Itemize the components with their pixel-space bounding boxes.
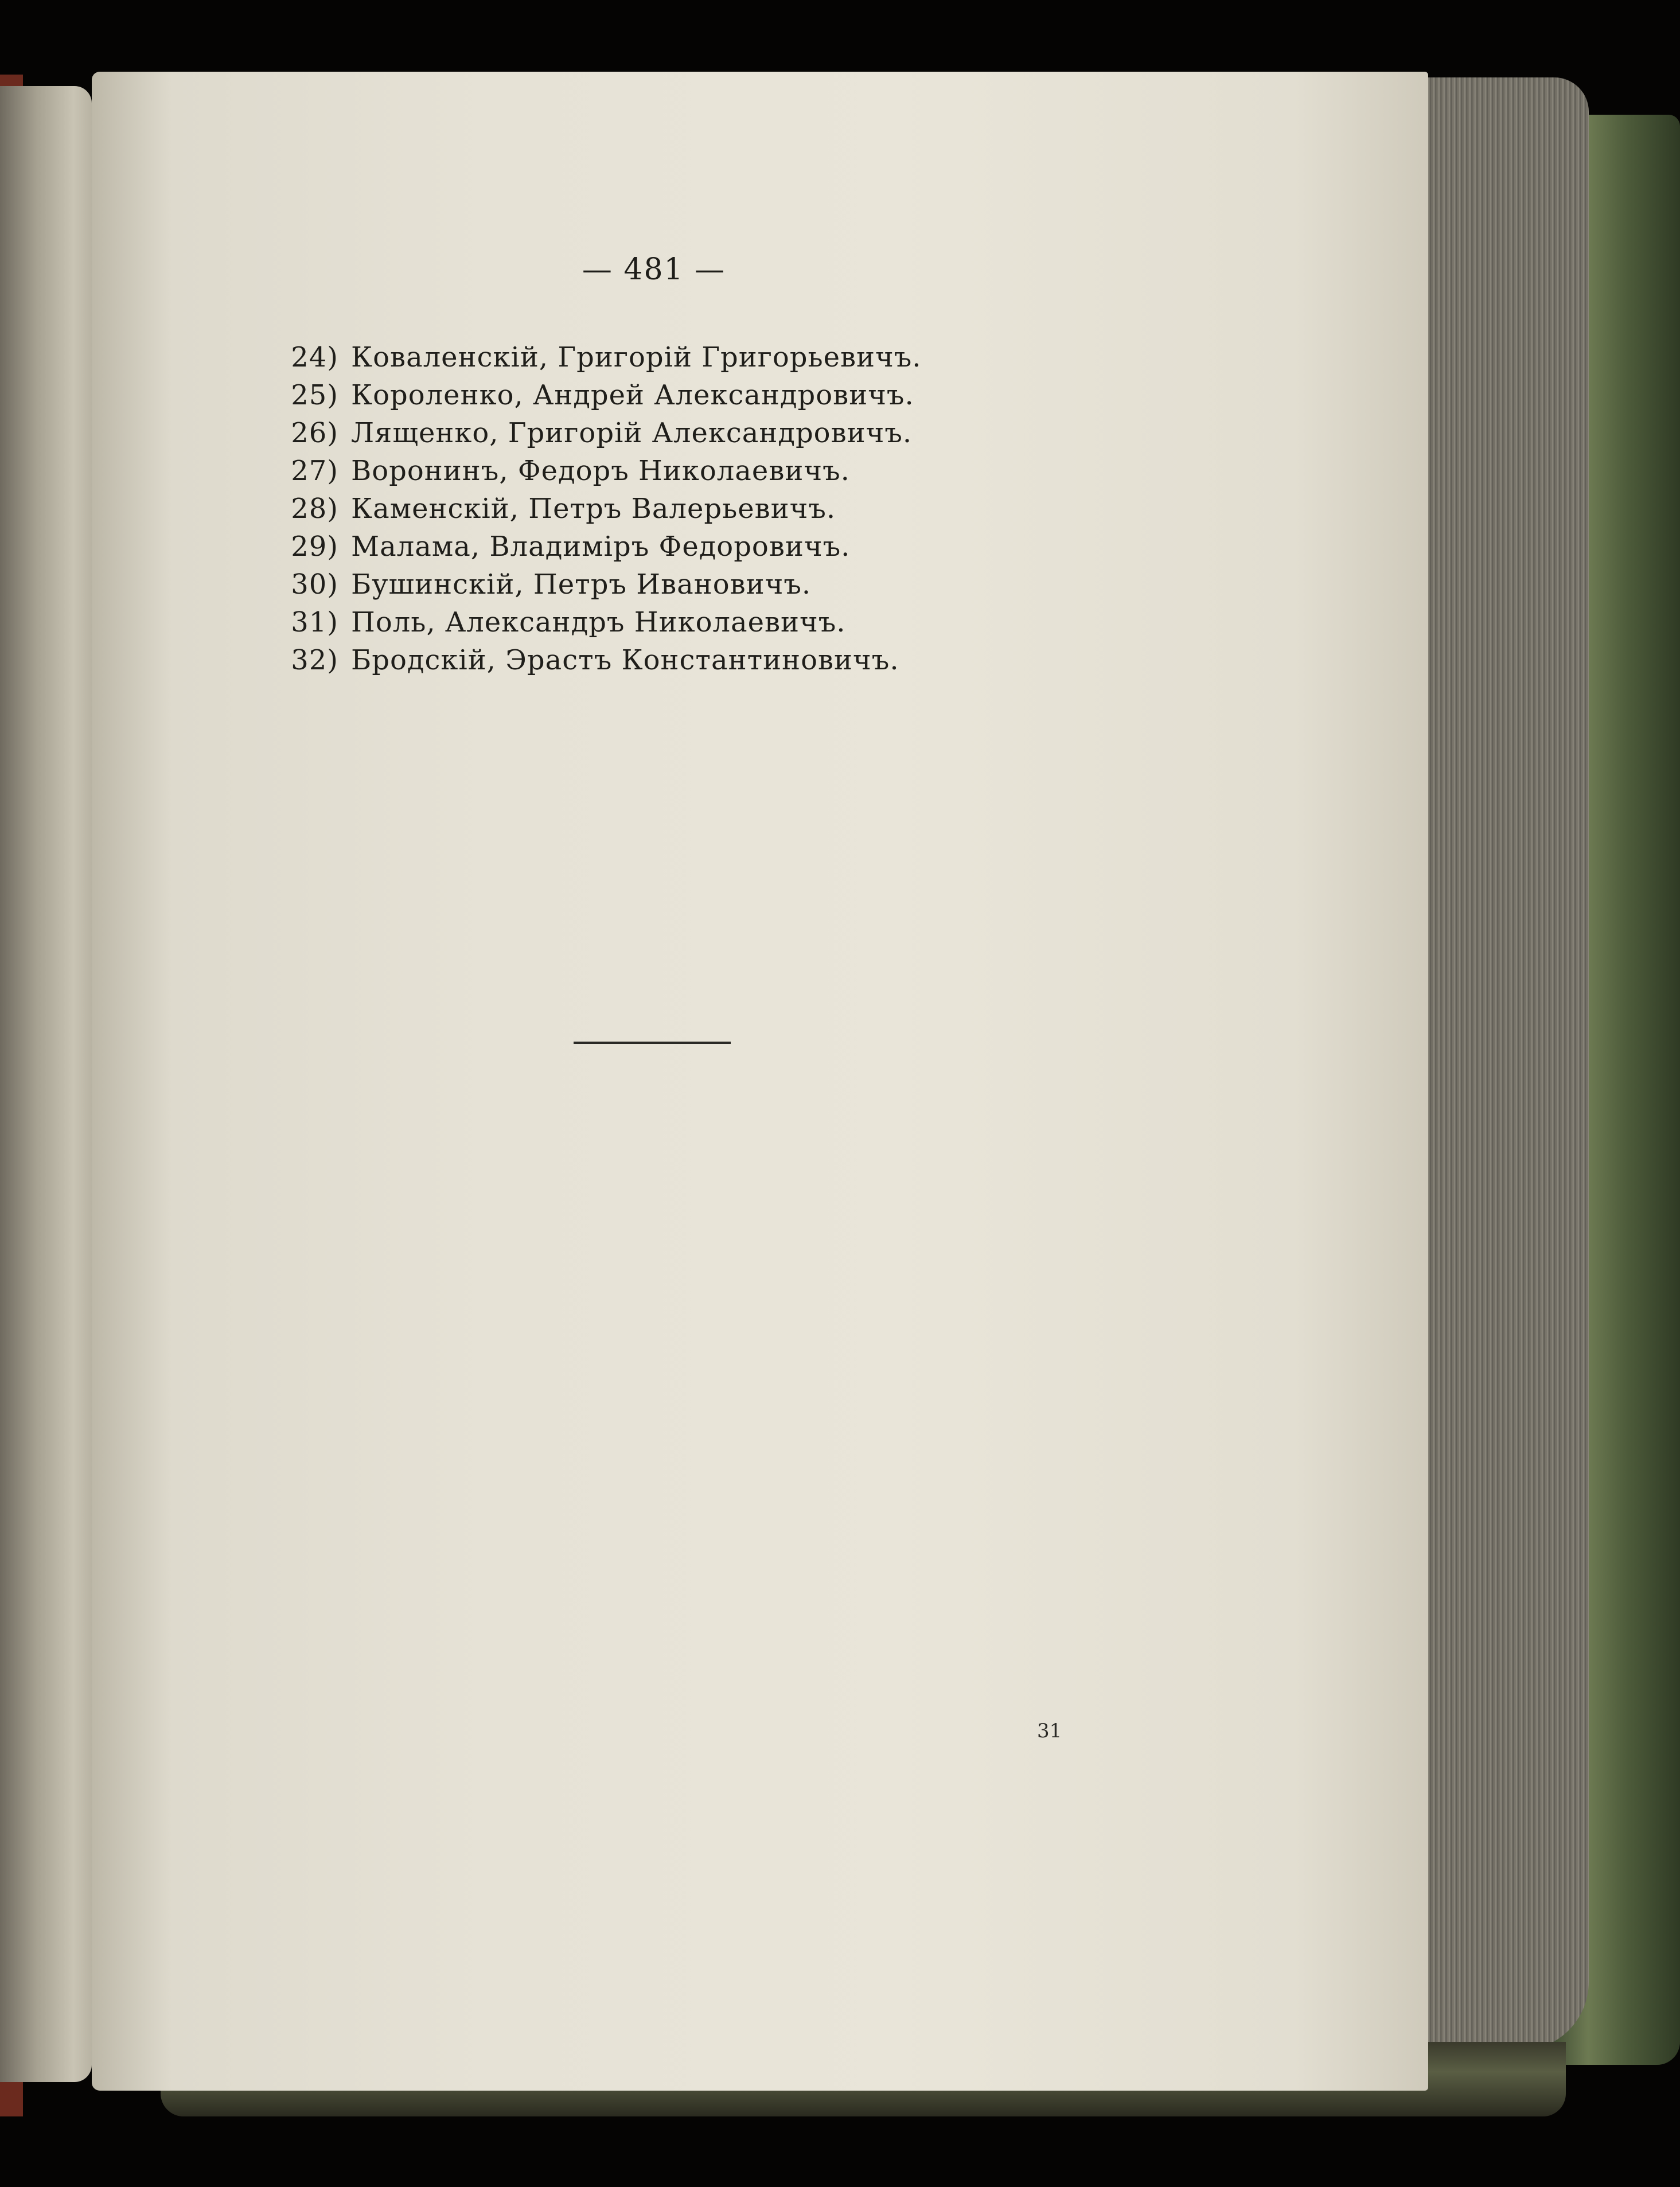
item-number: 26): [291, 417, 338, 449]
list-item: [274, 603, 1077, 641]
item-name: Воронинъ, Федоръ Николаевичъ.: [351, 455, 850, 487]
list-item: [274, 338, 1077, 376]
list-item: [274, 490, 1077, 528]
list-item: [274, 376, 1077, 414]
item-name: Каменскій, Петръ Валерьевичъ.: [351, 493, 836, 525]
item-name: Малама, Владиміръ Федоровичъ.: [351, 531, 851, 563]
item-number: 31): [291, 606, 338, 638]
item-number: 29): [291, 531, 338, 563]
list-item: [274, 452, 1077, 490]
section-divider: [574, 1042, 731, 1044]
sheet-signature: 31: [1037, 1720, 1062, 1742]
list-item: [274, 566, 1077, 603]
item-number: 28): [291, 493, 338, 525]
page-block-edges: [1417, 77, 1589, 2050]
previous-page-edge: [0, 86, 92, 2082]
item-name: Лященко, Григорій Александровичъ.: [351, 417, 913, 449]
list-item: [274, 641, 1077, 679]
item-name: Поль, Александръ Николаевичъ.: [351, 606, 846, 638]
item-number: 27): [291, 455, 338, 487]
item-number: 25): [291, 379, 338, 411]
item-number: 24): [291, 341, 338, 373]
item-name: Коваленскій, Григорій Григорьевичъ.: [351, 341, 922, 373]
item-name: Бушинскій, Петръ Ивановичъ.: [351, 568, 812, 601]
item-name: Бродскій, Эрастъ Константиновичъ.: [351, 644, 899, 676]
list-item: [274, 414, 1077, 452]
list-item: [274, 528, 1077, 566]
item-number: 32): [291, 644, 338, 676]
item-number: 30): [291, 568, 338, 601]
names-list: [274, 338, 1077, 679]
page-number: — 481 —: [582, 252, 726, 287]
item-name: Короленко, Андрей Александровичъ.: [351, 379, 914, 411]
